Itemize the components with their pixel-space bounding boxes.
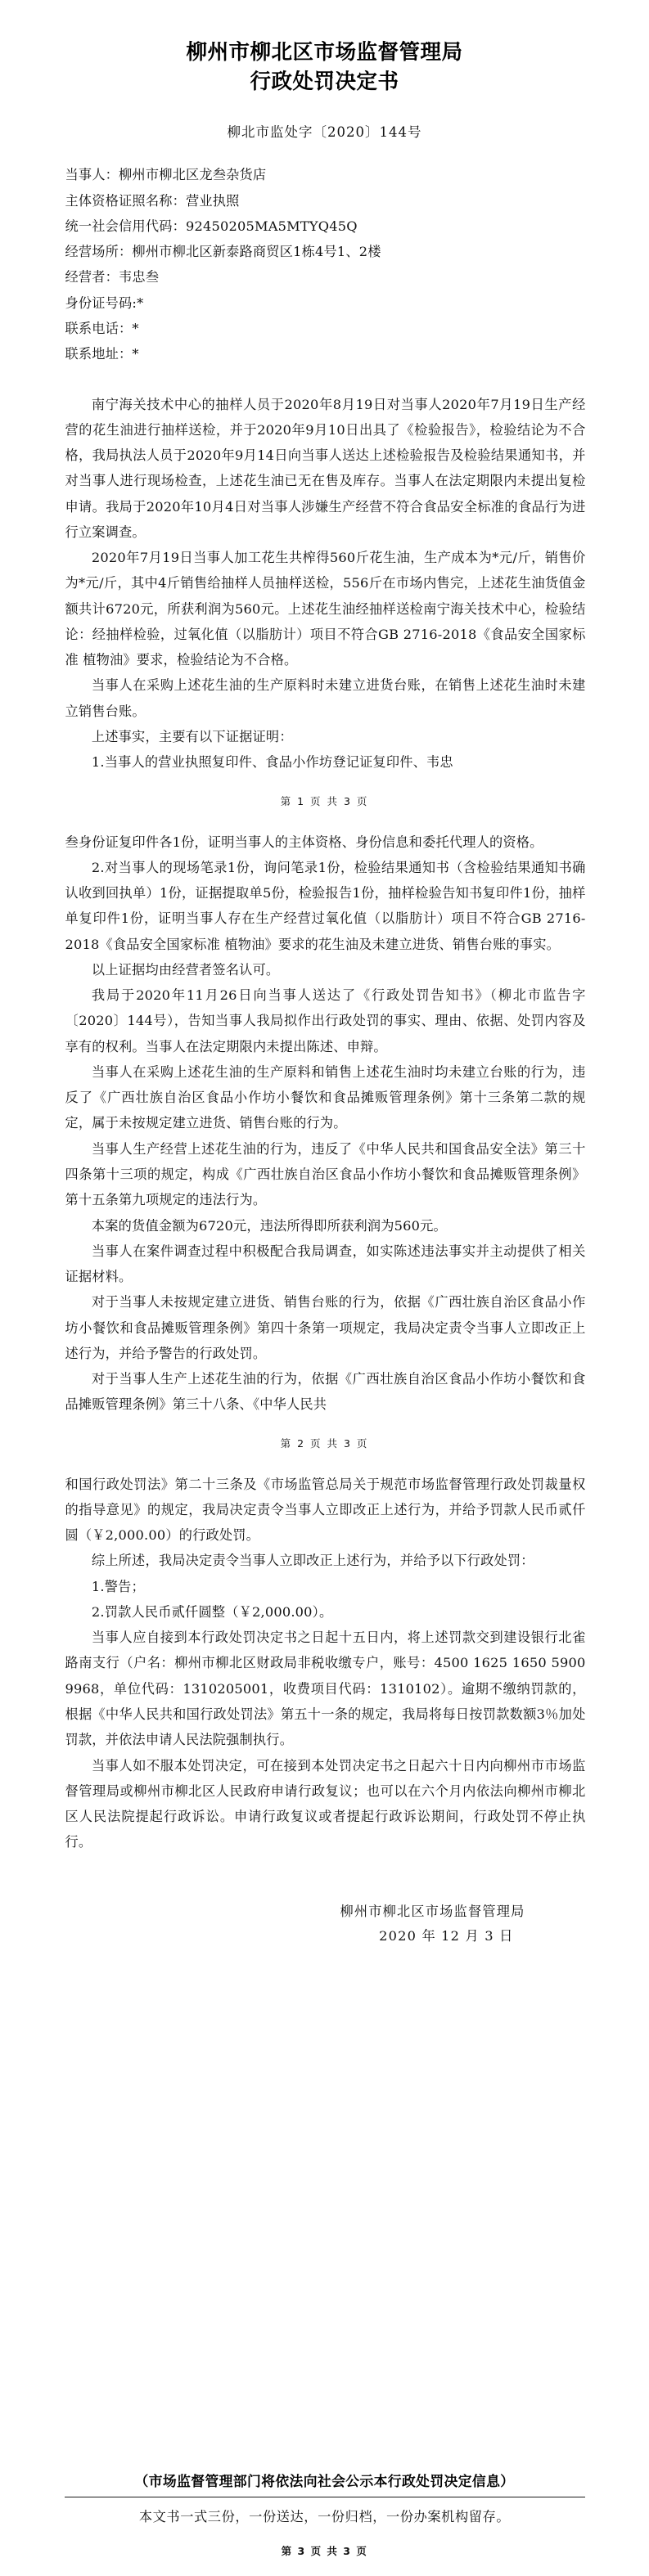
issuing-authority-title: 柳州市柳北区市场监督管理局	[186, 40, 463, 65]
document-body	[64, 162, 586, 775]
evidence-intro: 上述事实，主要有以下证据证明：	[91, 728, 293, 744]
case-paragraph: 当事人在采购上述花生油的生产原料时未建立进货台账，在销售上述花生油时未建立销售台账。	[65, 677, 586, 719]
page-marker-1: 第 1 页 共 3 页	[280, 794, 369, 807]
evidence-confirmation: 以上证据均由经营者签名认可。	[91, 961, 280, 978]
penalty-basis-continued: 和国行政处罚法》第二十三条及《市场监管总局关于规范市场监督管理行政处罚裁量权的指导意见》的规定，我局决定责令当事人立即改正上述行为，并给予罚款人民币贰仟圆（￥2,000.00）的行政处罚。	[65, 1476, 586, 1544]
document-footer	[0, 2470, 649, 2558]
violation-paragraph: 当事人生产经营上述花生油的行为，违反了《中华人民共和国食品安全法》第三十四条第十三项的规定，构成《广西壮族自治区食品小作坊小餐饮和食品摊贩管理条例》第十五条第九项规定的违法行为。	[65, 1140, 586, 1208]
page-marker-2: 第 2 页 共 3 页	[280, 1436, 369, 1450]
case-paragraph: 2020年7月19日当事人加工花生共榨得560斤花生油，生产成本为*元/斤，销售价为*元/斤，其中4斤销售给抽样人员抽样送检，556斤在市场内售完，上述花生油货值金额共计6720元，所获利润为560元。上述花生油经抽样送检南宁海关技术中心，检验结论：经抽样检验，过氧化值（以脂肪计）项目不符合GB 2716-2018《食品安全国家标准 植物油》要求，检验结论为不合格。	[65, 550, 586, 668]
document-number: 柳北市监处字〔2020〕144号	[227, 124, 422, 141]
party-field: 统一社会信用代码：92450205MA5MTYQ45Q	[65, 218, 358, 234]
document-type-title: 行政处罚决定书	[250, 70, 399, 95]
case-value-paragraph: 本案的货值金额为6720元，违法所得即所获利润为560元。	[91, 1217, 447, 1234]
party-field: 主体资格证照名称：营业执照	[65, 192, 240, 209]
evidence-item: 1.当事人的营业执照复印件、食品小作坊登记证复印件、韦忠	[91, 754, 453, 771]
document-body-page2	[64, 829, 586, 1418]
evidence-item: 2.对当事人的现场笔录1份，询问笔录1份，检验结果通知书（含检验结果通知书确认收到回执单）1份，证据提取单5份，检验报告1份，抽样检验告知书复印件1份，抽样单复印件1份，证明当事人存在生产经营过氧化值（以脂肪计）项目不符合GB 2716-2018《食品安全国家标准 植物油》要求的花生油及未建立进货、销售台账的事实。	[65, 859, 586, 952]
page-marker-3: 第 3 页 共 3 页	[281, 2545, 368, 2557]
party-field: 经营者：韦忠叁	[65, 269, 160, 285]
signature-date: 2020 年 12 月 3 日	[379, 1928, 514, 1944]
party-field: 经营场所：柳州市柳北区新泰路商贸区1栋4号1、2楼	[65, 244, 381, 260]
penalty-item: 2.罚款人民币贰仟圆整（￥2,000.00）。	[91, 1603, 333, 1620]
signature-block	[65, 1899, 586, 1950]
mitigating-circumstances-paragraph: 当事人在案件调查过程中积极配合我局调查，如实陈述违法事实并主动提供了相关证据材料。	[65, 1243, 586, 1285]
penalty-summary-intro: 综上所述，我局决定责令当事人立即改正上述行为，并给予以下行政处罚：	[91, 1553, 534, 1569]
violation-paragraph: 当事人在采购上述花生油的生产原料和销售上述花生油时均未建立台账的行为，违反了《广西壮族自治区食品小作坊小餐饮和食品摊贩管理条例》第十三条第二款的规定，属于未按规定建立进货、销售台账的行为。	[65, 1063, 586, 1131]
penalty-item: 1.警告；	[91, 1578, 145, 1594]
payment-instructions-paragraph: 当事人应自接到本行政处罚决定书之日起十五日内，将上述罚款交到建设银行北雀路南支行（户名：柳州市柳北区财政局非税收缴专户，账号：4500 1625 1650 5900 9968，单位代码：1310205001，收费项目代码：1310102）。逾期不缴纳罚款的，根据《中华人民共和国行政处罚法》第五十一条的规定，我局将每日按罚款数额3％加处罚款，并依法申请人民法院强制执行。	[65, 1630, 586, 1748]
party-field: 当事人：柳州市柳北区龙叁杂货店	[65, 167, 267, 183]
penalty-basis-paragraph: 对于当事人未按规定建立进货、销售台账的行为，依据《广西壮族自治区食品小作坊小餐饮和食品摊贩管理条例》第四十条第一项规定，我局决定责令当事人立即改正上述行为，并给予警告的行政处罚。	[65, 1294, 586, 1361]
party-field: 联系地址：*	[65, 346, 139, 362]
notification-paragraph: 我局于2020年11月26日向当事人送达了《行政处罚告知书》（柳北市监告字〔2020〕144号），告知当事人我局拟作出行政处罚的事实、理由、依据、处罚内容及享有的权利。当事人在法定期限内未提出陈述、申辩。	[65, 987, 586, 1054]
party-field: 身份证号码:*	[65, 294, 144, 311]
case-paragraph: 南宁海关技术中心的抽样人员于2020年8月19日对当事人2020年7月19日生产经营的花生油进行抽样送检，并于2020年9月10日出具了《检验报告》，检验结论为不合格，我局执法人员于2020年9月14日向当事人送达上述检验报告及检验结果通知书，并对当事人进行现场检查，上述花生油已无在售及库存。当事人在法定期限内未提出复检申请。我局于2020年10月4日对当事人涉嫌生产经营不符合食品安全标准的食品行为进行立案调查。	[65, 396, 586, 540]
signature-authority: 柳州市柳北区市场监督管理局	[340, 1903, 525, 1919]
document-body-page3	[64, 1472, 586, 1950]
penalty-basis-paragraph: 对于当事人生产上述花生油的行为，依据《广西壮族自治区食品小作坊小餐饮和食品摊贩管理条例》第三十八条、《中华人民共	[65, 1371, 586, 1413]
document-masthead	[0, 0, 649, 97]
copies-distribution-note: 本文书一式三份，一份送达，一份归档，一份办案机构留存。	[138, 2509, 511, 2524]
appeal-rights-paragraph: 当事人如不服本处罚决定，可在接到本处罚决定书之日起六十日内向柳州市市场监督管理局或柳州市柳北区人民政府申请行政复议；也可以在六个月内依法向柳州市柳北区人民法院提起行政诉讼。申请行政复议或者提起行政诉讼期间，行政处罚不停止执行。	[65, 1757, 586, 1850]
public-disclosure-notice: （市场监督管理部门将依法向社会公示本行政处罚决定信息）	[134, 2473, 515, 2489]
evidence-item-continued: 叁身份证复印件各1份，证明当事人的主体资格、身份信息和委托代理人的资格。	[65, 834, 543, 850]
party-information-block	[65, 162, 586, 366]
party-field: 联系电话：*	[65, 321, 139, 336]
